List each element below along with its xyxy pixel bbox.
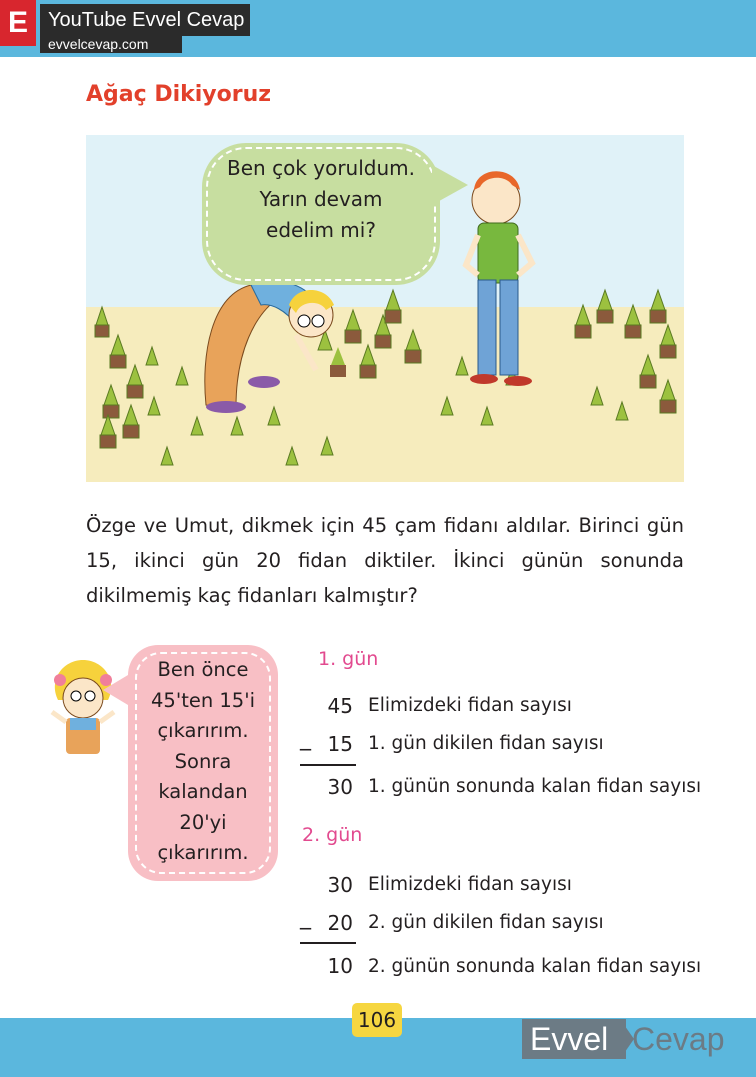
day2-description: 2. gün dikilen fidan sayısı (368, 912, 604, 933)
day2-description: 2. günün sonunda kalan fidan sayısı (368, 956, 702, 977)
speech-line: Ben çok yoruldum. (227, 156, 415, 180)
result-line (300, 764, 356, 766)
thought-line: Sonra (174, 749, 232, 773)
minus-sign: _ (300, 905, 311, 930)
day2-label: 2. gün (302, 824, 363, 846)
thought-line: çıkarırım. (157, 719, 249, 742)
thought-line: Ben önce (157, 658, 249, 681)
boy-figure (466, 171, 532, 386)
result-line (300, 942, 356, 944)
speech-bubble-tail (432, 165, 468, 205)
speech-text (206, 153, 436, 246)
page-title: Ağaç Dikiyoruz (86, 82, 272, 107)
day1-description: Elimizdeki fidan sayısı (368, 695, 572, 716)
thought-text (128, 655, 278, 869)
brand-logo[interactable]: E (0, 0, 36, 46)
footer-brand-a: Evvel (522, 1019, 626, 1059)
day1-number: 30 (327, 775, 353, 799)
thought-line: çıkarırım. (157, 841, 249, 864)
day2-number: 10 (327, 954, 353, 978)
site-label[interactable]: evvelcevap.com (40, 36, 182, 53)
speech-line: Yarın devam (259, 187, 383, 211)
day1-description: 1. günün sonunda kalan fidan sayısı (368, 776, 702, 797)
thought-line: kalandan (158, 780, 248, 803)
day2-number: 30 (327, 873, 353, 897)
footer-brand-b: Cevap (632, 1021, 725, 1057)
day1-number: 15 (327, 732, 353, 756)
speech-line: edelim mi? (266, 218, 376, 242)
minus-sign: _ (300, 726, 311, 751)
channel-label[interactable]: YouTube Evvel Cevap (40, 4, 250, 36)
day1-number: 45 (327, 694, 353, 718)
day2-number: 20 (327, 911, 353, 935)
page-number: 106 (352, 1003, 402, 1037)
problem-paragraph: Özge ve Umut, dikmek için 45 çam fidanı aldılar. Birinci gün 15, ikinci gün 20 fidan diktiler. İkinci günün sonunda dikilmemiş kaç fidanları kalmıştır? (86, 514, 684, 607)
day2-description: Elimizdeki fidan sayısı (368, 874, 572, 895)
thought-line: 45'ten 15'i (151, 688, 255, 712)
illustration (86, 135, 684, 482)
day1-description: 1. gün dikilen fidan sayısı (368, 733, 604, 754)
thought-line: 20'yi (179, 810, 227, 834)
day1-label: 1. gün (318, 648, 379, 670)
